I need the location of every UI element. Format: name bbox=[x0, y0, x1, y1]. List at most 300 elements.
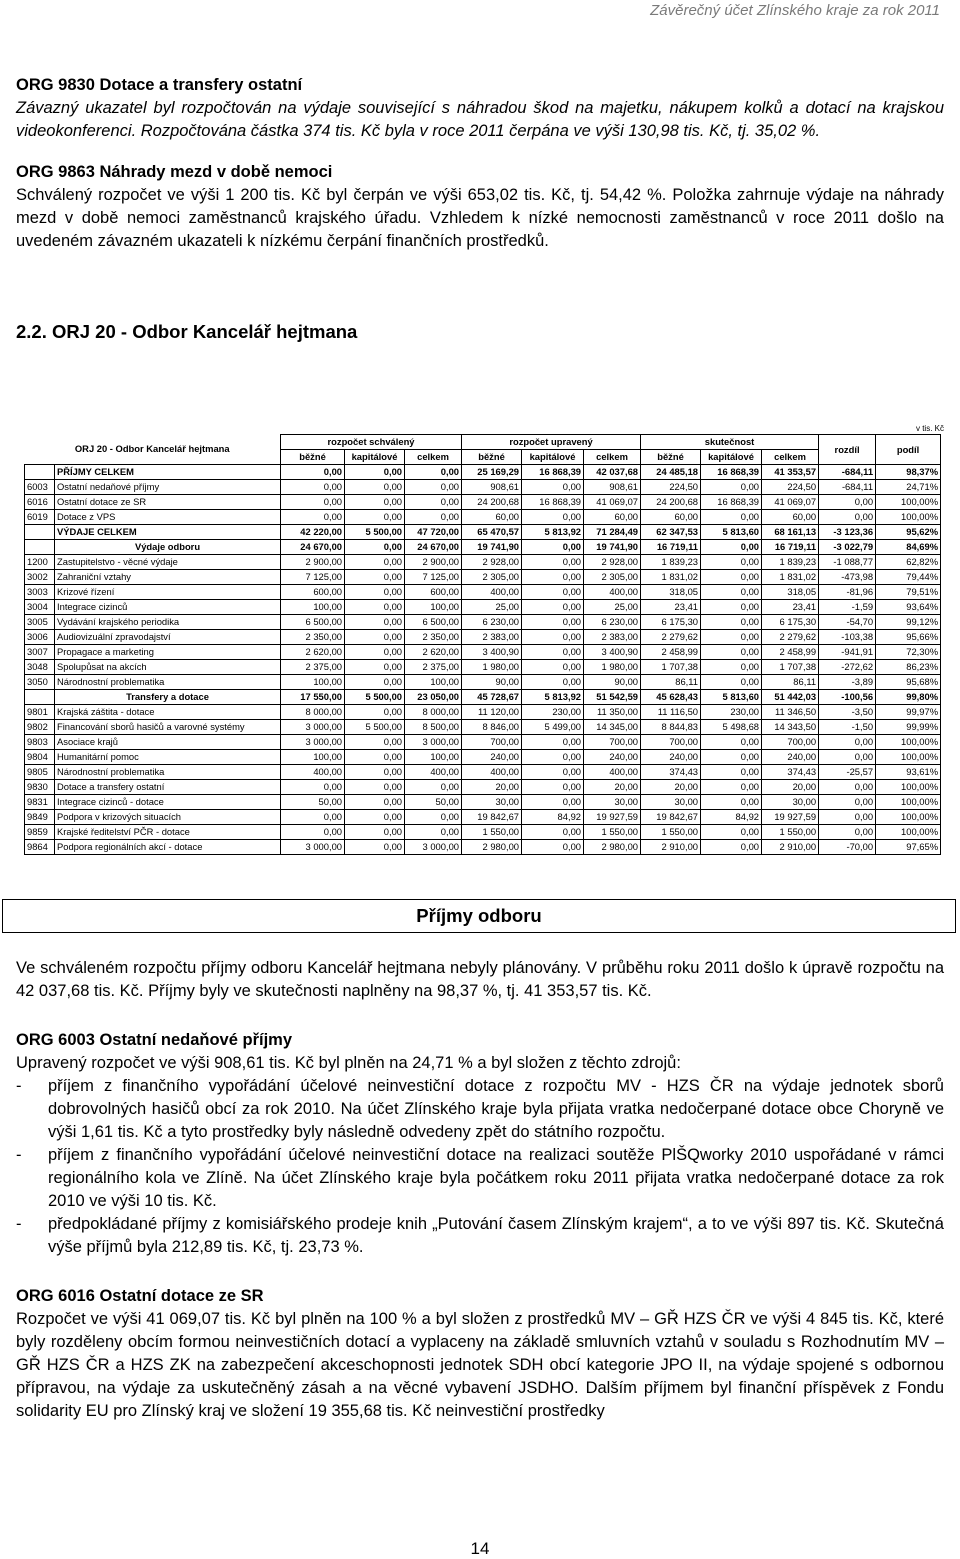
row-value: 2 279,62 bbox=[762, 630, 819, 645]
table-row bbox=[25, 510, 941, 525]
row-name: Krizové řízení bbox=[55, 585, 281, 600]
row-value: 0,00 bbox=[522, 585, 584, 600]
row-value: 6 500,00 bbox=[281, 615, 345, 630]
row-value: 0,00 bbox=[281, 810, 345, 825]
row-name: Zahraniční vztahy bbox=[55, 570, 281, 585]
row-code: 3003 bbox=[25, 585, 55, 600]
row-value: 0,00 bbox=[701, 480, 762, 495]
row-value: 16 719,11 bbox=[641, 540, 701, 555]
row-value: 318,05 bbox=[762, 585, 819, 600]
row-value: -54,70 bbox=[819, 615, 876, 630]
row-value: -1,59 bbox=[819, 600, 876, 615]
row-name: Audiovizuální zpravodajství bbox=[55, 630, 281, 645]
row-value: 6 175,30 bbox=[641, 615, 701, 630]
sub-celkem: celkem bbox=[762, 450, 819, 465]
row-name: Podpora regionálních akcí - dotace bbox=[55, 840, 281, 855]
row-value: 700,00 bbox=[762, 735, 819, 750]
row-value: 908,61 bbox=[462, 480, 522, 495]
row-value: 24,71% bbox=[876, 480, 941, 495]
row-value: 2 383,00 bbox=[584, 630, 641, 645]
row-value: 1 839,23 bbox=[762, 555, 819, 570]
table-row bbox=[25, 480, 941, 495]
org9863-title: ORG 9863 Náhrady mezd v době nemoci bbox=[16, 163, 333, 181]
row-value: 98,37% bbox=[876, 465, 941, 480]
table-row bbox=[25, 765, 941, 780]
row-value: 6 175,30 bbox=[762, 615, 819, 630]
row-code: 3007 bbox=[25, 645, 55, 660]
row-value: 25 169,29 bbox=[462, 465, 522, 480]
row-value: 1 980,00 bbox=[584, 660, 641, 675]
row-value: 700,00 bbox=[641, 735, 701, 750]
row-value: 0,00 bbox=[522, 750, 584, 765]
row-value: 2 375,00 bbox=[405, 660, 462, 675]
row-value: 1 839,23 bbox=[641, 555, 701, 570]
row-code: 9830 bbox=[25, 780, 55, 795]
table-row bbox=[25, 660, 941, 675]
table-row bbox=[25, 615, 941, 630]
row-value: 0,00 bbox=[345, 645, 405, 660]
table-row bbox=[25, 720, 941, 735]
row-value: 30,00 bbox=[584, 795, 641, 810]
row-value: 0,00 bbox=[701, 780, 762, 795]
row-value: 7 125,00 bbox=[281, 570, 345, 585]
row-value: 16 868,39 bbox=[701, 465, 762, 480]
row-value: 8 844,83 bbox=[641, 720, 701, 735]
row-value: 45 628,43 bbox=[641, 690, 701, 705]
row-value: 0,00 bbox=[345, 810, 405, 825]
row-name: Integrace cizinců - dotace bbox=[55, 795, 281, 810]
col-podil: podíl bbox=[876, 435, 941, 465]
table-row bbox=[25, 810, 941, 825]
row-value: 0,00 bbox=[405, 495, 462, 510]
row-value: 1 550,00 bbox=[584, 825, 641, 840]
table-row bbox=[25, 840, 941, 855]
row-value: 0,00 bbox=[701, 645, 762, 660]
row-value: 0,00 bbox=[522, 510, 584, 525]
row-value: 16 868,39 bbox=[522, 465, 584, 480]
row-value: 62 347,53 bbox=[641, 525, 701, 540]
row-value: 2 620,00 bbox=[281, 645, 345, 660]
row-value: 19 927,59 bbox=[762, 810, 819, 825]
row-value: 240,00 bbox=[762, 750, 819, 765]
row-value: 2 458,99 bbox=[762, 645, 819, 660]
row-value: 99,80% bbox=[876, 690, 941, 705]
table-row bbox=[25, 495, 941, 510]
row-name: Krajské ředitelství PČR - dotace bbox=[55, 825, 281, 840]
row-value: 3 400,90 bbox=[462, 645, 522, 660]
row-value: 24 670,00 bbox=[281, 540, 345, 555]
row-value: 23,41 bbox=[641, 600, 701, 615]
row-value: 100,00% bbox=[876, 810, 941, 825]
sub-bezne: běžné bbox=[281, 450, 345, 465]
row-code bbox=[25, 690, 55, 705]
row-value: 86,11 bbox=[762, 675, 819, 690]
row-value: -3,89 bbox=[819, 675, 876, 690]
row-value: 0,00 bbox=[701, 750, 762, 765]
row-code: 9801 bbox=[25, 705, 55, 720]
row-value: 100,00 bbox=[405, 675, 462, 690]
row-value: 2 305,00 bbox=[584, 570, 641, 585]
row-value: 7 125,00 bbox=[405, 570, 462, 585]
row-value: 318,05 bbox=[641, 585, 701, 600]
row-value: 1 831,02 bbox=[641, 570, 701, 585]
row-code: 6003 bbox=[25, 480, 55, 495]
row-value: 5 499,00 bbox=[522, 720, 584, 735]
row-name: Krajská záštita - dotace bbox=[55, 705, 281, 720]
row-code: 3050 bbox=[25, 675, 55, 690]
row-value: 93,61% bbox=[876, 765, 941, 780]
row-value: 1 707,38 bbox=[762, 660, 819, 675]
row-value: 0,00 bbox=[701, 765, 762, 780]
row-value: 50,00 bbox=[405, 795, 462, 810]
row-value: 99,12% bbox=[876, 615, 941, 630]
row-value: 30,00 bbox=[762, 795, 819, 810]
row-value: 0,00 bbox=[701, 660, 762, 675]
row-value: 0,00 bbox=[345, 585, 405, 600]
row-value: 0,00 bbox=[701, 840, 762, 855]
row-value: 0,00 bbox=[281, 510, 345, 525]
org6016-text: Rozpočet ve výši 41 069,07 tis. Kč byl plněn na 100 % a byl složen z prostředků MV – GŘ HZS ČR ve výši 4 845 tis. Kč, které byly rozděleny obcím formou neinvestičních dotací a vyplaceny na základě smluvních vztahů v souladu s Rozhodnutím MV – GŘ HZS ČR a HZS ZK na zabezpečení akceschopnosti jednotek SDH obcí kategorie JPO II, na výdaje spojené s odbornou přípravou, na výdaje za uskutečněný zásah a na věcné vybavení JSDHO. Dalším příjmem byl finanční příspěvek z Fondu solidarity EU pro Zlínský kraj ve složení 19 355,68 tis. Kč neinvestiční prostředky bbox=[16, 1310, 944, 1420]
row-value: 95,66% bbox=[876, 630, 941, 645]
row-value: 0,00 bbox=[345, 555, 405, 570]
table-row bbox=[25, 780, 941, 795]
row-code: 9859 bbox=[25, 825, 55, 840]
sub-celkem: celkem bbox=[584, 450, 641, 465]
row-value: 2 910,00 bbox=[641, 840, 701, 855]
org6016-title: ORG 6016 Ostatní dotace ze SR bbox=[16, 1287, 264, 1305]
unit-label: v tis. Kč bbox=[915, 424, 944, 433]
row-value: 0,00 bbox=[701, 795, 762, 810]
group-upraveny: rozpočet upravený bbox=[462, 435, 641, 450]
col-rozdil: rozdíl bbox=[819, 435, 876, 465]
row-value: 224,50 bbox=[641, 480, 701, 495]
row-value: 20,00 bbox=[584, 780, 641, 795]
table-row bbox=[25, 795, 941, 810]
row-value: 240,00 bbox=[641, 750, 701, 765]
row-name: Zastupitelstvo - věcné výdaje bbox=[55, 555, 281, 570]
row-value: 60,00 bbox=[641, 510, 701, 525]
org9830-title: ORG 9830 Dotace a transfery ostatní bbox=[16, 76, 303, 94]
row-value: 25,00 bbox=[462, 600, 522, 615]
row-code: 9831 bbox=[25, 795, 55, 810]
row-value: 6 230,00 bbox=[462, 615, 522, 630]
row-value: 0,00 bbox=[281, 825, 345, 840]
row-value: 0,00 bbox=[701, 510, 762, 525]
row-value: 0,00 bbox=[345, 780, 405, 795]
row-value: 24 485,18 bbox=[641, 465, 701, 480]
row-value: -3 123,36 bbox=[819, 525, 876, 540]
row-value: 19 842,67 bbox=[641, 810, 701, 825]
row-value: 99,97% bbox=[876, 705, 941, 720]
row-code: 3004 bbox=[25, 600, 55, 615]
row-value: 0,00 bbox=[522, 675, 584, 690]
row-value: 2 279,62 bbox=[641, 630, 701, 645]
row-value: 2 458,99 bbox=[641, 645, 701, 660]
row-value: 24 200,68 bbox=[641, 495, 701, 510]
row-value: -100,56 bbox=[819, 690, 876, 705]
row-value: 100,00% bbox=[876, 780, 941, 795]
row-code: 1200 bbox=[25, 555, 55, 570]
row-value: 0,00 bbox=[281, 480, 345, 495]
table-row bbox=[25, 585, 941, 600]
row-value: 0,00 bbox=[819, 810, 876, 825]
row-name: Ostatní dotace ze SR bbox=[55, 495, 281, 510]
row-value: 16 868,39 bbox=[701, 495, 762, 510]
row-value: 5 813,92 bbox=[522, 690, 584, 705]
row-value: 100,00% bbox=[876, 825, 941, 840]
row-value: 240,00 bbox=[584, 750, 641, 765]
row-value: 0,00 bbox=[701, 675, 762, 690]
row-value: 2 910,00 bbox=[762, 840, 819, 855]
row-value: 50,00 bbox=[281, 795, 345, 810]
org6003-intro: Upravený rozpočet ve výši 908,61 tis. Kč byl plněn na 24,71 % a byl složen z těchto zdrojů: bbox=[16, 1054, 681, 1072]
row-value: 0,00 bbox=[819, 510, 876, 525]
row-value: 71 284,49 bbox=[584, 525, 641, 540]
row-value: 5 813,60 bbox=[701, 525, 762, 540]
row-name: Financování sborů hasičů a varovné systémy bbox=[55, 720, 281, 735]
row-value: 0,00 bbox=[819, 750, 876, 765]
row-value: 0,00 bbox=[345, 705, 405, 720]
row-value: 0,00 bbox=[281, 465, 345, 480]
dash: - bbox=[16, 1215, 22, 1233]
row-value: 79,51% bbox=[876, 585, 941, 600]
row-value: 23,41 bbox=[762, 600, 819, 615]
row-value: -272,62 bbox=[819, 660, 876, 675]
row-name: Asociace krajů bbox=[55, 735, 281, 750]
row-value: 400,00 bbox=[584, 765, 641, 780]
row-value: 20,00 bbox=[462, 780, 522, 795]
table-row bbox=[25, 600, 941, 615]
row-value: 100,00% bbox=[876, 510, 941, 525]
row-value: 3 400,90 bbox=[584, 645, 641, 660]
row-value: 100,00 bbox=[281, 600, 345, 615]
row-value: 0,00 bbox=[345, 615, 405, 630]
table-row bbox=[25, 750, 941, 765]
row-value: 95,68% bbox=[876, 675, 941, 690]
row-value: 16 719,11 bbox=[762, 540, 819, 555]
row-value: 41 069,07 bbox=[762, 495, 819, 510]
row-value: 2 928,00 bbox=[462, 555, 522, 570]
row-value: 0,00 bbox=[345, 630, 405, 645]
row-code: 9803 bbox=[25, 735, 55, 750]
row-value: 1 831,02 bbox=[762, 570, 819, 585]
row-value: 11 346,50 bbox=[762, 705, 819, 720]
row-value: 20,00 bbox=[762, 780, 819, 795]
row-value: 14 345,00 bbox=[584, 720, 641, 735]
row-value: 0,00 bbox=[522, 540, 584, 555]
row-value: 0,00 bbox=[819, 780, 876, 795]
row-value: -25,57 bbox=[819, 765, 876, 780]
item1-text: příjem z finančního vypořádání účelové neinvestiční dotace z rozpočtu MV - HZS ČR na výdaje jednotek sborů dobrovolných hasičů obcí za rok 2010. Na účet Zlínského kraje byla přijata vratka nedočerpané dotace obce Choryně ve výši 1,61 tis. Kč a tyto prostředky byly následně odvedeny zpět do státního rozpočtu. bbox=[48, 1077, 944, 1141]
row-value: 0,00 bbox=[522, 615, 584, 630]
page-header bbox=[0, 0, 960, 30]
row-value: 230,00 bbox=[522, 705, 584, 720]
group-skutecnost: skutečnost bbox=[641, 435, 819, 450]
row-value: 95,62% bbox=[876, 525, 941, 540]
list-item bbox=[16, 1075, 944, 1144]
sub-bezne: běžné bbox=[462, 450, 522, 465]
row-value: 0,00 bbox=[701, 825, 762, 840]
row-value: -3,50 bbox=[819, 705, 876, 720]
row-value: 100,00 bbox=[405, 750, 462, 765]
row-code bbox=[25, 525, 55, 540]
row-value: 30,00 bbox=[641, 795, 701, 810]
row-code: 9804 bbox=[25, 750, 55, 765]
row-value: 0,00 bbox=[819, 735, 876, 750]
sub-kapitalove: kapitálové bbox=[701, 450, 762, 465]
row-value: 0,00 bbox=[522, 735, 584, 750]
row-value: 0,00 bbox=[522, 765, 584, 780]
row-value: 0,00 bbox=[701, 630, 762, 645]
table-row bbox=[25, 705, 941, 720]
sub-kapitalove: kapitálové bbox=[522, 450, 584, 465]
row-value: 0,00 bbox=[522, 660, 584, 675]
row-value: 1 550,00 bbox=[641, 825, 701, 840]
sub-celkem: celkem bbox=[405, 450, 462, 465]
row-value: 1 707,38 bbox=[641, 660, 701, 675]
row-value: 3 000,00 bbox=[281, 720, 345, 735]
row-value: 6 230,00 bbox=[584, 615, 641, 630]
row-value: 400,00 bbox=[462, 585, 522, 600]
row-value: 100,00% bbox=[876, 735, 941, 750]
row-value: 16 868,39 bbox=[522, 495, 584, 510]
list-item bbox=[16, 1144, 944, 1213]
row-value: 0,00 bbox=[345, 750, 405, 765]
row-value: 0,00 bbox=[345, 540, 405, 555]
row-value: 25,00 bbox=[584, 600, 641, 615]
row-value: 700,00 bbox=[462, 735, 522, 750]
row-value: 0,00 bbox=[522, 840, 584, 855]
row-name: Dotace z VPS bbox=[55, 510, 281, 525]
row-value: 0,00 bbox=[405, 480, 462, 495]
row-code bbox=[25, 540, 55, 555]
row-value: 2 620,00 bbox=[405, 645, 462, 660]
row-value: 400,00 bbox=[462, 765, 522, 780]
row-value: 2 350,00 bbox=[281, 630, 345, 645]
group-schvaleny: rozpočet schválený bbox=[281, 435, 462, 450]
row-value: 42 037,68 bbox=[584, 465, 641, 480]
row-value: 0,00 bbox=[345, 675, 405, 690]
row-value: 41 353,57 bbox=[762, 465, 819, 480]
row-value: 19 927,59 bbox=[584, 810, 641, 825]
row-value: 20,00 bbox=[641, 780, 701, 795]
row-value: 0,00 bbox=[345, 795, 405, 810]
row-value: 0,00 bbox=[405, 780, 462, 795]
row-value: 400,00 bbox=[281, 765, 345, 780]
row-value: 60,00 bbox=[762, 510, 819, 525]
table-row bbox=[25, 690, 941, 705]
row-value: 2 900,00 bbox=[405, 555, 462, 570]
row-value: 17 550,00 bbox=[281, 690, 345, 705]
row-value: 11 120,00 bbox=[462, 705, 522, 720]
item3-text: předpokládané příjmy z komisiářského prodeje knih „Putování časem Zlínským krajem“, a to ve výši 897 tis. Kč. Skutečná výše příjmů byla 212,89 tis. Kč, tj. 23,73 %. bbox=[48, 1215, 944, 1256]
row-value: 60,00 bbox=[462, 510, 522, 525]
row-value: 24 670,00 bbox=[405, 540, 462, 555]
row-code: 6016 bbox=[25, 495, 55, 510]
row-value: 84,92 bbox=[701, 810, 762, 825]
item2-text: příjem z finančního vypořádání účelové neinvestiční dotace na realizaci soutěže PlŠQworky 2010 uspořádané v rámci regionálního kola ve Zlíně. Na účet Zlínského kraje byla počátkem roku 2011 přijata vratka nedočerpané dotace za rok 2010 ve výši 10 tis. Kč. bbox=[48, 1146, 944, 1210]
row-value: 374,43 bbox=[641, 765, 701, 780]
row-value: 0,00 bbox=[522, 795, 584, 810]
row-value: 2 350,00 bbox=[405, 630, 462, 645]
bottom-text-block bbox=[16, 957, 944, 1423]
row-code: 9802 bbox=[25, 720, 55, 735]
row-value: 0,00 bbox=[701, 570, 762, 585]
row-value: 62,82% bbox=[876, 555, 941, 570]
top-text-block bbox=[16, 74, 944, 343]
row-code: 3006 bbox=[25, 630, 55, 645]
row-value: 3 000,00 bbox=[281, 840, 345, 855]
row-value: 3 000,00 bbox=[405, 840, 462, 855]
row-name: Národnostní problematika bbox=[55, 765, 281, 780]
row-value: 72,30% bbox=[876, 645, 941, 660]
row-value: 0,00 bbox=[345, 765, 405, 780]
row-value: 23 050,00 bbox=[405, 690, 462, 705]
row-value: 68 161,13 bbox=[762, 525, 819, 540]
row-value: 0,00 bbox=[701, 555, 762, 570]
row-value: 0,00 bbox=[345, 480, 405, 495]
row-value: 86,23% bbox=[876, 660, 941, 675]
row-value: 400,00 bbox=[584, 585, 641, 600]
row-value: 0,00 bbox=[345, 825, 405, 840]
row-value: 30,00 bbox=[462, 795, 522, 810]
row-value: 0,00 bbox=[701, 615, 762, 630]
row-value: 79,44% bbox=[876, 570, 941, 585]
row-value: 2 383,00 bbox=[462, 630, 522, 645]
row-value: 0,00 bbox=[345, 840, 405, 855]
prijmy-text: Ve schváleném rozpočtu příjmy odboru Kancelář hejtmana nebyly plánovány. V průběhu roku 2011 došlo k úpravě rozpočtu na 42 037,68 tis. Kč. Příjmy byly ve skutečnosti naplněny na 98,37 %, tj. 41 353,57 tis. Kč. bbox=[16, 959, 944, 1000]
section-title: 2.2. ORJ 20 - Odbor Kancelář hejtmana bbox=[16, 321, 358, 342]
row-code bbox=[25, 465, 55, 480]
table-row bbox=[25, 525, 941, 540]
row-name: Podpora v krizových situacích bbox=[55, 810, 281, 825]
table-row bbox=[25, 465, 941, 480]
row-name: Dotace a transfery ostatní bbox=[55, 780, 281, 795]
row-value: 11 116,50 bbox=[641, 705, 701, 720]
row-value: 5 813,60 bbox=[701, 690, 762, 705]
row-code: 3002 bbox=[25, 570, 55, 585]
row-name: Transfery a dotace bbox=[55, 690, 281, 705]
row-value: -473,98 bbox=[819, 570, 876, 585]
dash: - bbox=[16, 1146, 22, 1164]
row-value: 0,00 bbox=[345, 735, 405, 750]
row-code: 9849 bbox=[25, 810, 55, 825]
row-value: 240,00 bbox=[462, 750, 522, 765]
prijmy-odboru-heading: Příjmy odboru bbox=[2, 899, 956, 933]
row-value: 0,00 bbox=[522, 555, 584, 570]
row-value: 100,00% bbox=[876, 750, 941, 765]
row-value: 24 200,68 bbox=[462, 495, 522, 510]
row-value: 0,00 bbox=[819, 825, 876, 840]
row-value: 5 500,00 bbox=[345, 690, 405, 705]
row-value: 0,00 bbox=[522, 630, 584, 645]
row-value: 0,00 bbox=[345, 495, 405, 510]
page-number: 14 bbox=[470, 1539, 490, 1558]
row-value: 0,00 bbox=[522, 825, 584, 840]
table-row bbox=[25, 570, 941, 585]
budget-table bbox=[24, 434, 941, 855]
row-value: 0,00 bbox=[281, 495, 345, 510]
row-value: 5 500,00 bbox=[345, 720, 405, 735]
row-code: 3048 bbox=[25, 660, 55, 675]
row-value: -3 022,79 bbox=[819, 540, 876, 555]
row-value: 0,00 bbox=[405, 510, 462, 525]
table-body bbox=[25, 465, 941, 855]
row-value: 8 000,00 bbox=[281, 705, 345, 720]
table-row bbox=[25, 540, 941, 555]
row-value: 47 720,00 bbox=[405, 525, 462, 540]
row-value: -70,00 bbox=[819, 840, 876, 855]
